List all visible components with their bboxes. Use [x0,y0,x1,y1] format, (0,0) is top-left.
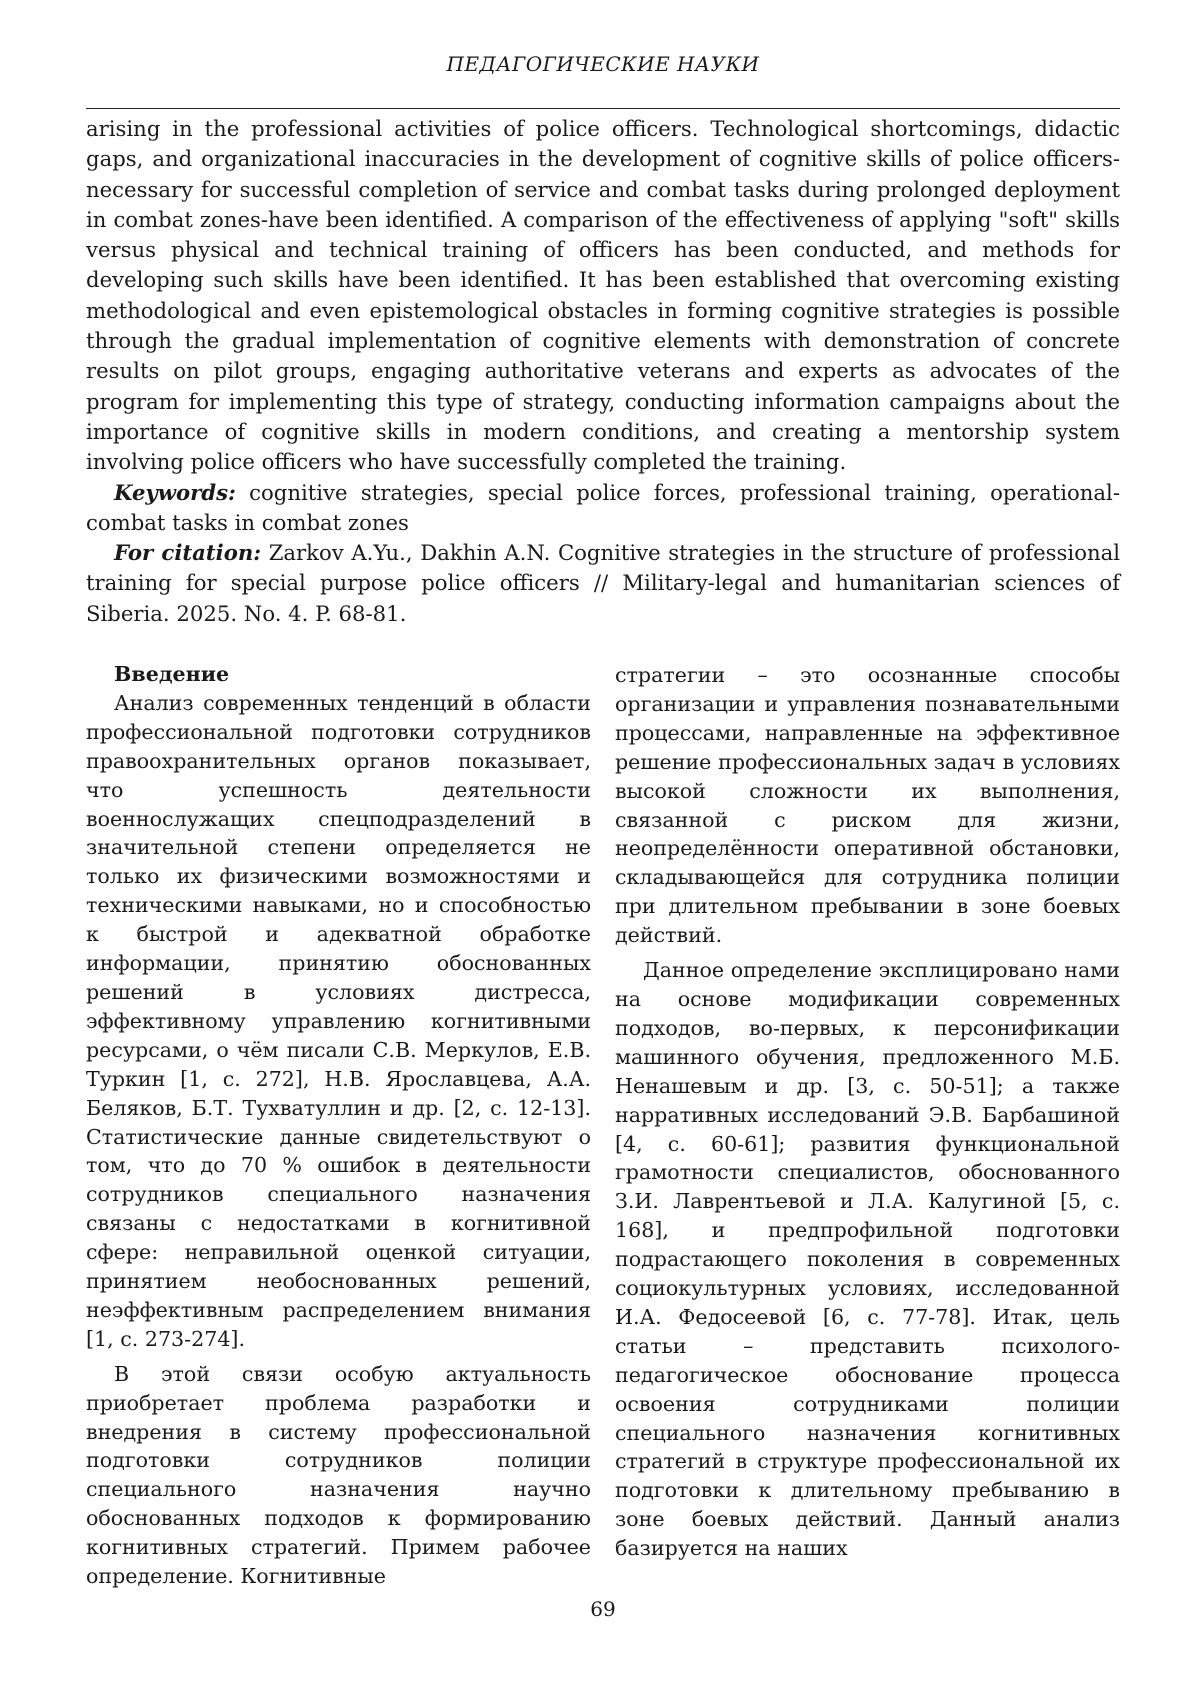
left-column [86,660,591,1591]
abstract-block [86,114,1120,629]
abstract-text: arising in the professional activities of police officers. Technological shortcomings, didactic gaps, and organizational inaccuracies in the development of cognitive skills of police officers-necessary for successful completion of service and combat tasks during prolonged deployment in combat zones-have been identified. A comparison of the effectiveness of applying "soft" skills versus physical and technical training of officers has been conducted, and methods for developing such skills have been identified. It has been established that overcoming existing methodological and even epistemological obstacles in forming cognitive strategies is possible through the gradual implementation of cognitive elements with demonstration of concrete results on pilot groups, engaging authoritative veterans and experts as advocates of the program for implementing this type of strategy, conducting information campaigns about the importance of cognitive skills in modern conditions, and creating a mentorship system involving police officers who have successfully completed the training. [86,116,1120,475]
section-title: Введение [114,662,230,686]
right-paragraph-2: Данное определение эксплицировано нами на основе модификации современных подходов, во-первых, к персонификации машинного обучения, предложенного М.Б. Ненашевым и др. [3, с. 50-51]; а также нарративных исследований Э.В. Барбашиной [4, с. 60-61]; развития функциональной грамотности специалистов, обоснованного З.И. Лаврентьевой и Л.А. Калугиной [5, с. 168], и предпрофильной подготовки подрастающего поколения в современных социокультурных условиях, исследованной И.А. Федосеевой [6, с. 77-78]. Итак, цель статьи – представить психолого-педагогическое обоснование процесса освоения сотрудниками полиции специального назначения когнитивных стратегий в структуре профессиональной их подготовки к длительному пребыванию в зоне боевых действий. Данный анализ базируется на наших [615,958,1120,1561]
keywords [86,478,1120,539]
page-number: 69 [590,1597,616,1621]
citation-label: For citation: [114,540,262,566]
keywords-text: cognitive strategies, special police forces, professional training, operational-combat tasks in combat zones [86,479,1120,535]
left-paragraph-1: Анализ современных тенденций в области профессиональной подготовки сотрудников правоохранительных органов показывает, что успешность деятельности военнослужащих спецподразделений в значительной степени определяется не только их физическими возможностями и техническими навыками, но и способностью к быстрой и адекватной обработке информации, принятию обоснованных решений в условиях дистресса, эффективному управлению когнитивными ресурсами, о чём писали С.В. Меркулов, Е.В. Туркин [1, с. 272], Н.В. Ярославцева, А.А. Беляков, Б.Т. Тухватуллин и др. [2, с. 12-13]. Статистические данные свидетельствуют о том, что до 70 % ошибок в деятельности сотрудников специального назначения связаны с недостатками в когнитивной сфере: неправильной оценкой ситуации, принятием необоснованных решений, неэффективным распределением внимания [1, с. 273-274]. [86,690,591,1351]
left-paragraph-2: В этой связи особую актуальность приобретает проблема разработки и внедрения в систему профессиональной подготовки сотрудников полиции специального назначения научно обоснованных подходов к формированию когнитивных стратегий. Примем рабочее определение. Когнитивные [86,1361,591,1589]
citation-text: Zarkov A.Yu., Dakhin A.N. Cognitive strategies in the structure of professional training for special purpose police officers // Military-legal and humanitarian sciences of Siberia. 2025. No. 4. P. 68-81. [86,540,1121,626]
right-paragraph-1: стратегии – это осознанные способы организации и управления познавательными процессами, направленные на эффективное решение профессиональных задач в условиях высокой сложности их выполнения, связанной с риском для жизни, неопределённости оперативной обстановки, складывающейся для сотрудника полиции при длительном пребывании в зоне боевых действий. [615,663,1120,948]
running-title: ПЕДАГОГИЧЕСКИЕ НАУКИ [446,52,760,76]
right-column [615,661,1120,1563]
keywords-label: Keywords: [114,479,236,505]
citation [86,538,1120,629]
header-rule [86,108,1120,109]
